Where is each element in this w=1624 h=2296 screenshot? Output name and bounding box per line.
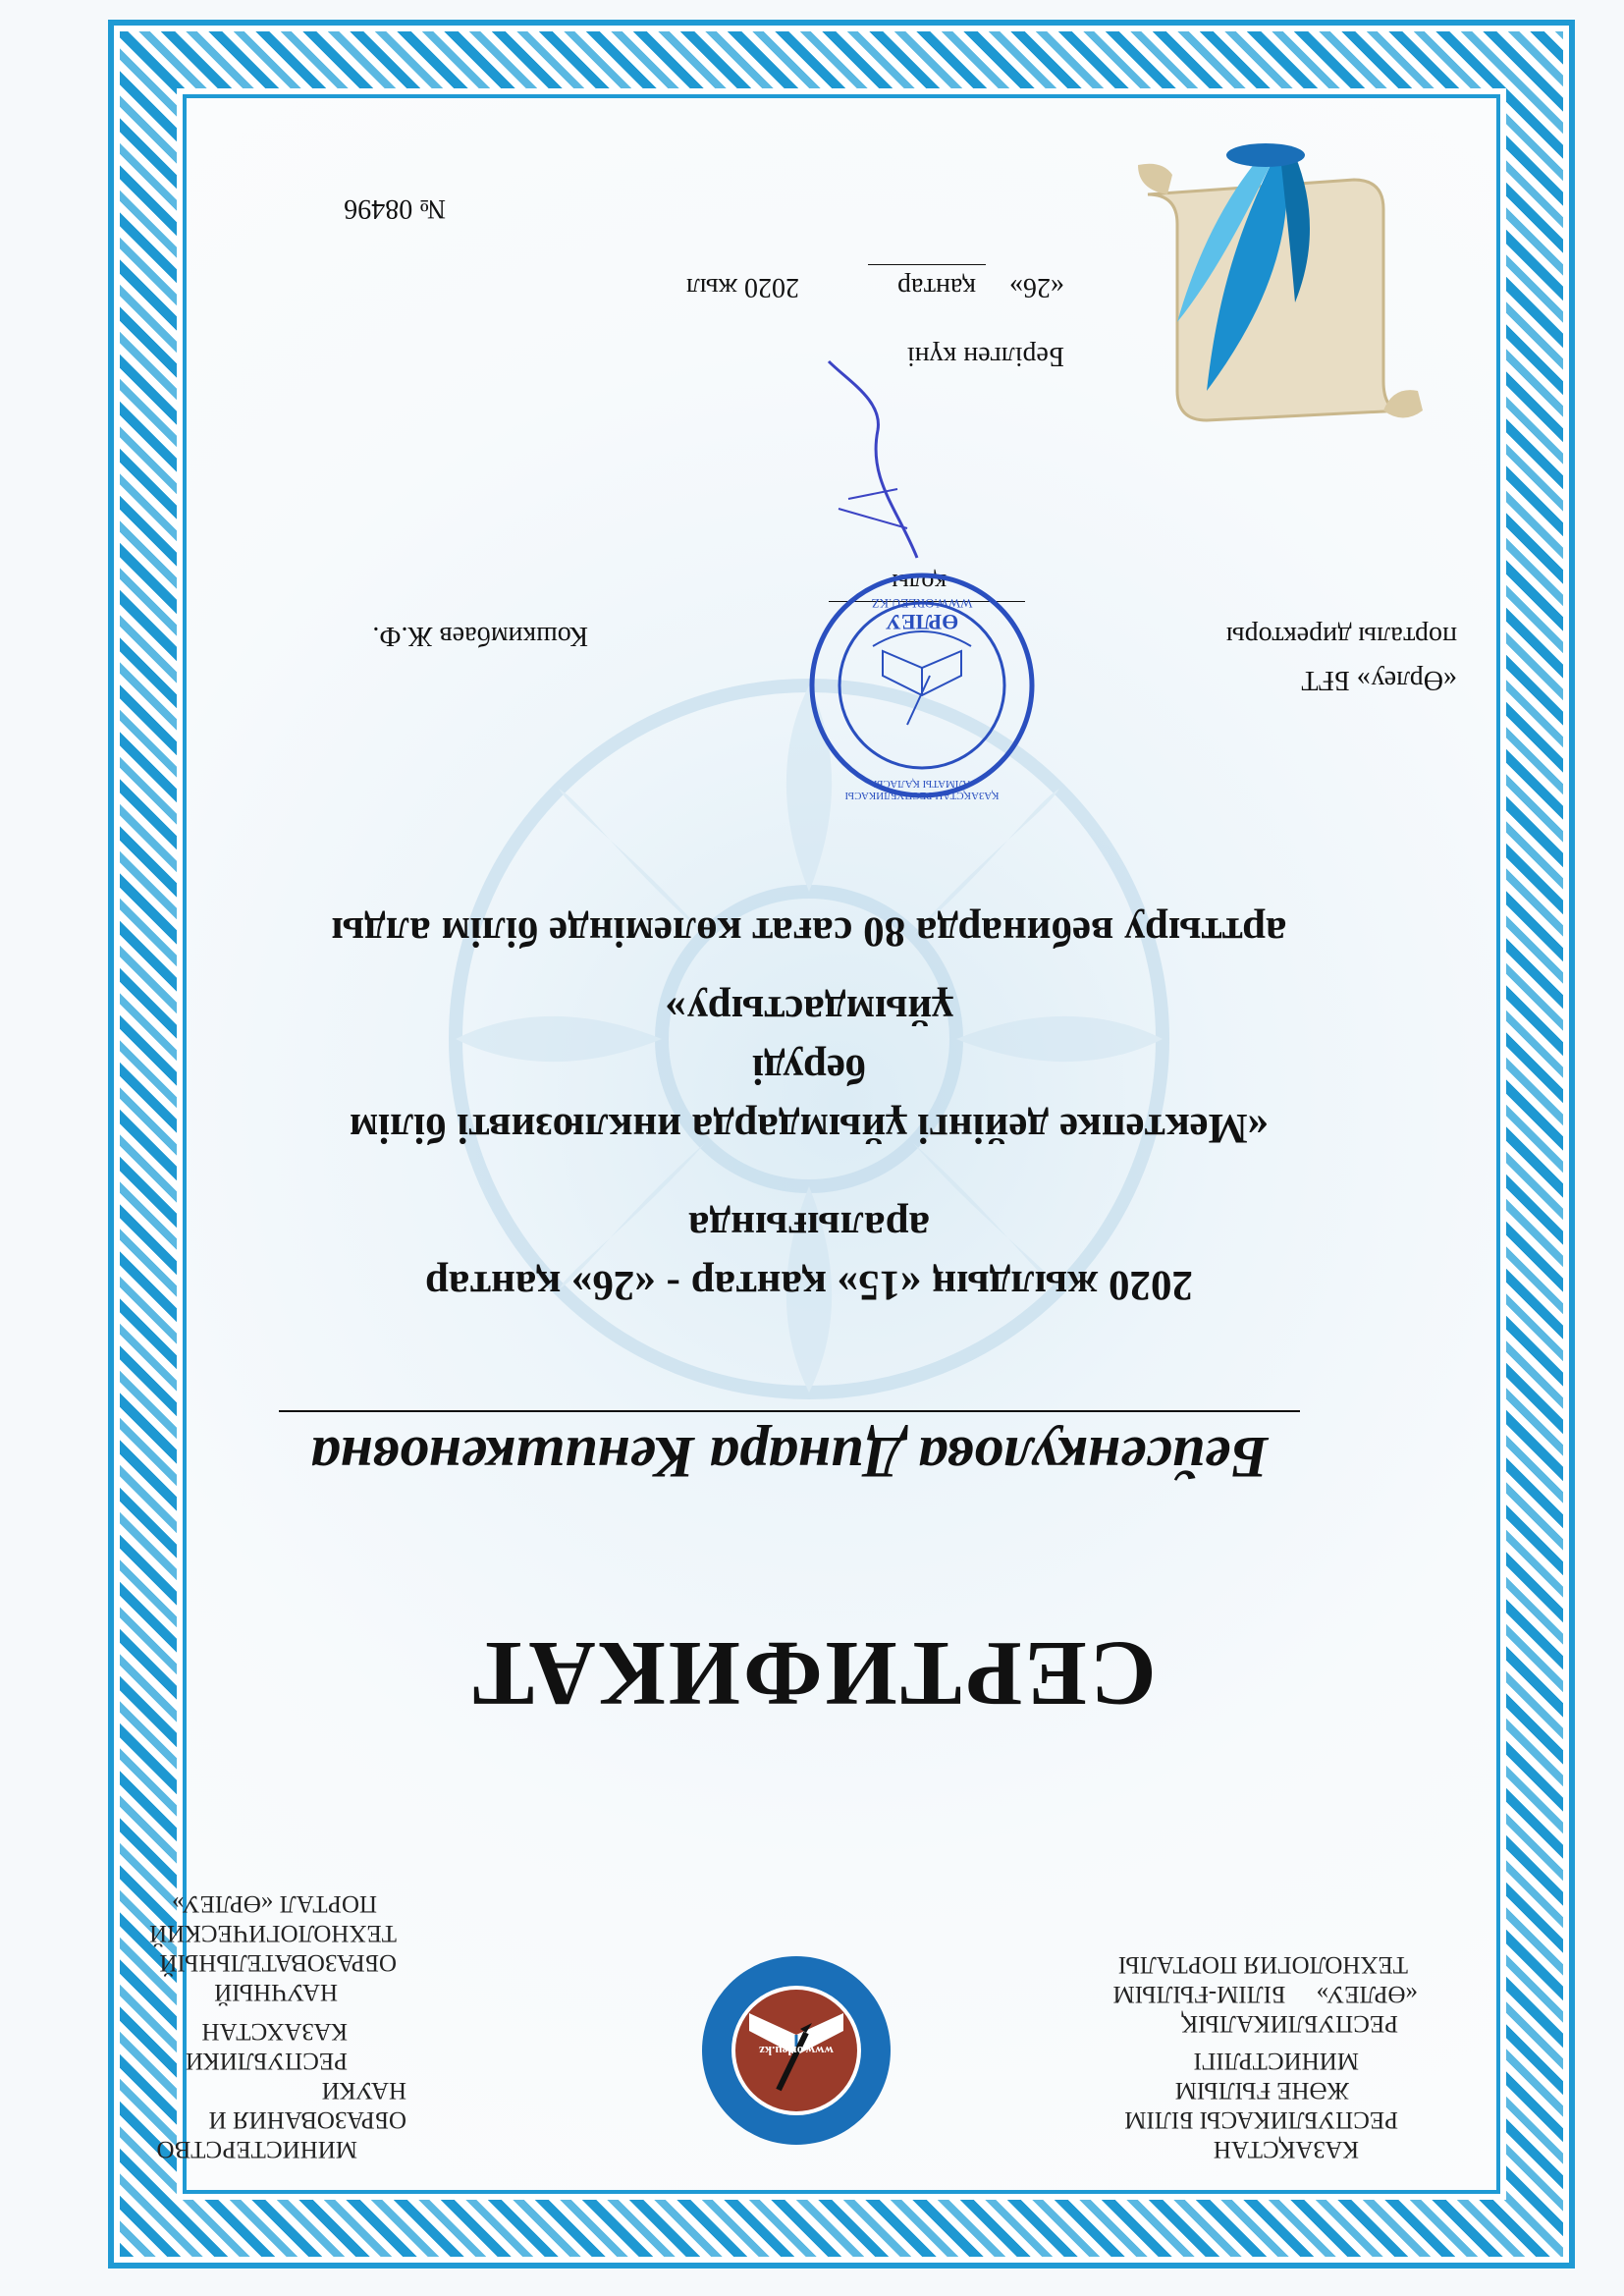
- header-line: РЕСПУБЛИКАЛЫҚ: [1181, 2010, 1398, 2037]
- stamp-ring-text: ҚАЗАҚСТАН РЕСПУБЛИКАСЫ АЛМАТЫ ҚАЛАСЫ: [844, 778, 1000, 801]
- header-line: ТЕХНОЛОГИЯ ПОРТАЛЫ: [1117, 1951, 1408, 1978]
- signatory-position: порталы директоры: [1225, 621, 1457, 651]
- certificate-body: [318, 902, 1300, 1314]
- signatory-org: «Өрлеу» БҒТ: [1301, 665, 1457, 695]
- header-line: РЕСПУБЛИКАСЫ БІЛІМ: [1124, 2106, 1398, 2133]
- body-line: арттыру вебинарда 80 сағат көлемінде білім алды: [331, 908, 1287, 955]
- header-line: КАЗАҚСТАН: [1213, 2136, 1359, 2162]
- header-line: НАУЧНЫЙ: [214, 1979, 338, 2005]
- issue-month: қантар: [896, 272, 976, 302]
- logo-url: www.orleu.kz: [759, 2044, 834, 2058]
- issue-label: Берілген күні: [906, 341, 1064, 371]
- sign-label: қолы: [892, 569, 947, 597]
- body-line: «Мектепке дейінгі ұйымдарда инклюзивті білім беруді: [349, 1046, 1270, 1151]
- stamp-url: WWW.ORLEU.KZ: [871, 596, 973, 611]
- header-line: ОБРАЗОВАНИЯ И НАУКИ: [208, 2077, 406, 2133]
- header-russian: [132, 1888, 406, 2163]
- issue-month-underline: [868, 264, 986, 265]
- portal-logo: [698, 1952, 894, 2149]
- header-line: МИНИСТЕРСТВО: [156, 2136, 357, 2162]
- certificate-number: № 08496: [344, 193, 446, 224]
- header-line: ТЕХНОЛОГИЧЕСКИЙ: [149, 1920, 397, 1946]
- stamp-center-text: ӨРЛЕУ: [885, 610, 959, 634]
- header-line: КАЗАХСТАН: [201, 2018, 348, 2045]
- header-line: ЖӘНЕ ҒЫЛЫМ: [1174, 2077, 1349, 2104]
- recipient-name: Бейсенкулова Динара Кенишкеновна: [310, 1425, 1269, 1490]
- body-line: ұйымдастыру»: [665, 987, 953, 1033]
- header-kazakh: [1084, 1949, 1418, 2163]
- scroll-quill-icon: [1118, 136, 1462, 450]
- header-line: РЕСПУБЛИКИ: [185, 2048, 348, 2074]
- signatory-name: Кошкимбаев Ж.Ф.: [372, 621, 588, 651]
- official-stamp: [804, 568, 1040, 803]
- issue-year: 2020 жыл: [685, 272, 799, 302]
- header-line: МИНИСТРЛІГІ: [1193, 2048, 1359, 2074]
- header-line: «ӨРЛЕУ» БІЛІМ-ҒЫЛЫМ: [1112, 1981, 1418, 2007]
- header-line: ПОРТАЛ «ӨРЛЕУ»: [171, 1890, 377, 1917]
- certificate-title: СЕРТИФИКАТ: [469, 1622, 1157, 1724]
- body-line: 2020 жылдың «15» қантар - «26» қантар аралығында: [424, 1203, 1194, 1308]
- recipient-underline: [279, 1410, 1300, 1412]
- issue-day: «26»: [1009, 272, 1064, 302]
- header-line: ОБРАЗОВАТЕЛЬНЫЙ: [159, 1949, 397, 1976]
- signature-scribble: [799, 352, 937, 568]
